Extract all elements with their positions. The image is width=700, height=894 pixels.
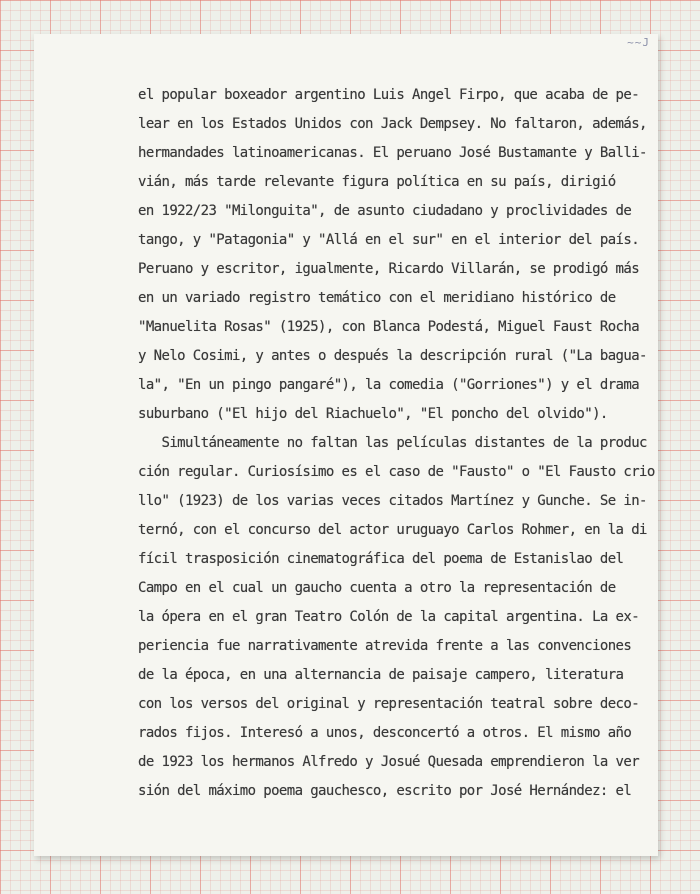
- text-line: "Manuelita Rosas" (1925), con Blanca Podestá, Miguel Faust Rocha: [138, 319, 640, 335]
- text-line: y Nelo Cosimi, y antes o después la descripción rural ("La bagua-: [138, 348, 647, 364]
- text-line: sión del máximo poema gauchesco, escrito por José Hernández: el: [138, 783, 632, 799]
- corner-mark: ~~J: [627, 36, 650, 49]
- text-line: de 1923 los hermanos Alfredo y Josué Quesada emprendieron la ver: [138, 754, 640, 770]
- text-line: con los versos del original y representación teatral sobre deco-: [138, 696, 640, 712]
- text-line: en 1922/23 "Milonguita", de asunto ciudadano y proclividades de: [138, 203, 632, 219]
- text-line: Campo en el cual un gaucho cuenta a otro la representación de: [138, 580, 616, 596]
- text-line: de la época, en una alternancia de paisaje campero, literatura: [138, 667, 624, 683]
- typewritten-page: [34, 34, 658, 856]
- text-line: fícil trasposición cinematográfica del poema de Estanislao del: [138, 551, 624, 567]
- text-line: la", "En un pingo pangaré"), la comedia ("Gorriones") y el drama: [138, 377, 640, 393]
- text-line: lear en los Estados Unidos con Jack Dempsey. No faltaron, además,: [138, 116, 647, 132]
- text-line: ción regular. Curiosísimo es el caso de "Fausto" o "El Fausto crio: [138, 464, 655, 480]
- text-line: hermandades latinoamericanas. El peruano José Bustamante y Balli-: [138, 145, 647, 161]
- text-line: vián, más tarde relevante figura política en su país, dirigió: [138, 174, 616, 190]
- text-line: Simultáneamente no faltan las películas distantes de la produc: [138, 435, 647, 451]
- text-line: ternó, con el concurso del actor uruguayo Carlos Rohmer, en la di: [138, 522, 647, 538]
- text-line: en un variado registro temático con el meridiano histórico de: [138, 290, 616, 306]
- text-line: Peruano y escritor, igualmente, Ricardo Villarán, se prodigó más: [138, 261, 640, 277]
- text-line: rados fijos. Interesó a unos, desconcertó a otros. El mismo año: [138, 725, 632, 741]
- text-line: la ópera en el gran Teatro Colón de la capital argentina. La ex-: [138, 609, 640, 625]
- text-line: tango, y "Patagonia" y "Allá en el sur" en el interior del país.: [138, 232, 640, 248]
- text-line: periencia fue narrativamente atrevida frente a las convenciones: [138, 638, 632, 654]
- text-line: el popular boxeador argentino Luis Angel Firpo, que acaba de pe-: [138, 87, 640, 103]
- text-line: suburbano ("El hijo del Riachuelo", "El poncho del olvido").: [138, 406, 608, 422]
- typed-text-body: [34, 34, 658, 856]
- text-line: llo" (1923) de los varias veces citados Martínez y Gunche. Se in-: [138, 493, 647, 509]
